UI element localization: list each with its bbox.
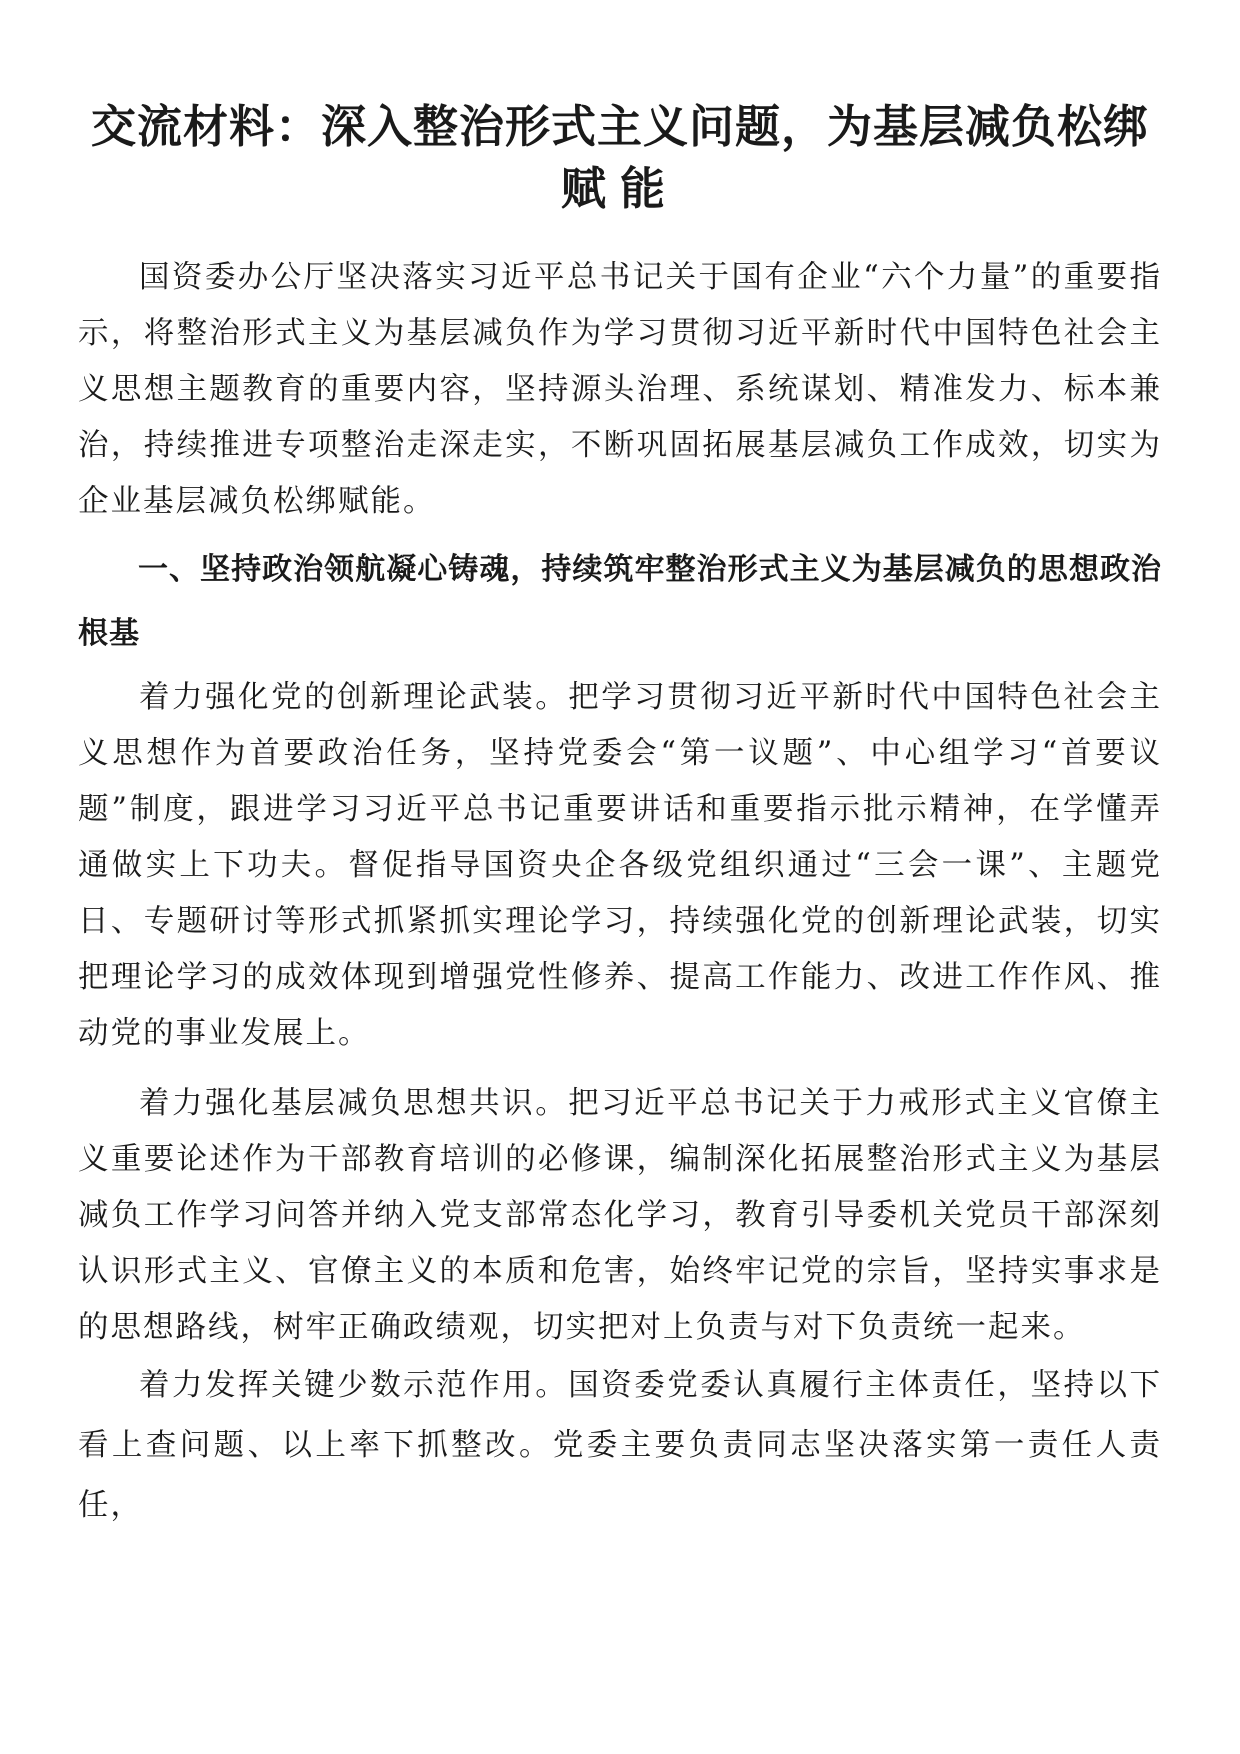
title-line-2: 赋能 [560, 162, 679, 215]
body-paragraph: 着力发挥关键少数示范作用。国资委党委认真履行主体责任，坚持以下看上查问题、以上率下抓整改。党委主要负责同志坚决落实第一责任人责任， [78, 1368, 1162, 1523]
document-title [78, 96, 1162, 220]
document-body [78, 250, 1162, 1536]
intro-paragraph: 国资委办公厅坚决落实习近平总书记关于国有企业“六个力量”的重要指示，将整治形式主义为基层减负作为学习贯彻习近平新时代中国特色社会主义思想主题教育的重要内容，坚持源头治理、系统谋划、精准发力、标本兼治，持续推进专项整治走深走实，不断巩固拓展基层减负工作成效，切实为企业基层减负松绑赋能。 [78, 260, 1162, 519]
body-paragraph: 着力强化基层减负思想共识。把习近平总书记关于力戒形式主义官僚主义重要论述作为干部教育培训的必修课，编制深化拓展整治形式主义为基层减负工作学习问答并纳入党支部常态化学习，教育引导委机关党员干部深刻认识形式主义、官僚主义的本质和危害，始终牢记党的宗旨，坚持实事求是的思想路线，树牢正确政绩观，切实把对上负责与对下负责统一起来。 [78, 1086, 1162, 1345]
body-paragraph: 着力强化党的创新理论武装。把学习贯彻习近平新时代中国特色社会主义思想作为首要政治任务，坚持党委会“第一议题”、中心组学习“首要议题”制度，跟进学习习近平总书记重要讲话和重要指示批示精神，在学懂弄通做实上下功夫。督促指导国资央企各级党组织通过“三会一课”、主题党日、专题研讨等形式抓紧抓实理论学习，持续强化党的创新理论武装，切实把理论学习的成效体现到增强党性修养、提高工作能力、改进工作作风、推动党的事业发展上。 [78, 680, 1162, 1051]
document-page [78, 96, 1162, 1536]
title-line-1: 交流材料：深入整治形式主义问题，为基层减负松绑 [90, 100, 1149, 153]
section-heading: 一、坚持政治领航凝心铸魂，持续筑牢整治形式主义为基层减负的思想政治根基 [78, 552, 1162, 651]
